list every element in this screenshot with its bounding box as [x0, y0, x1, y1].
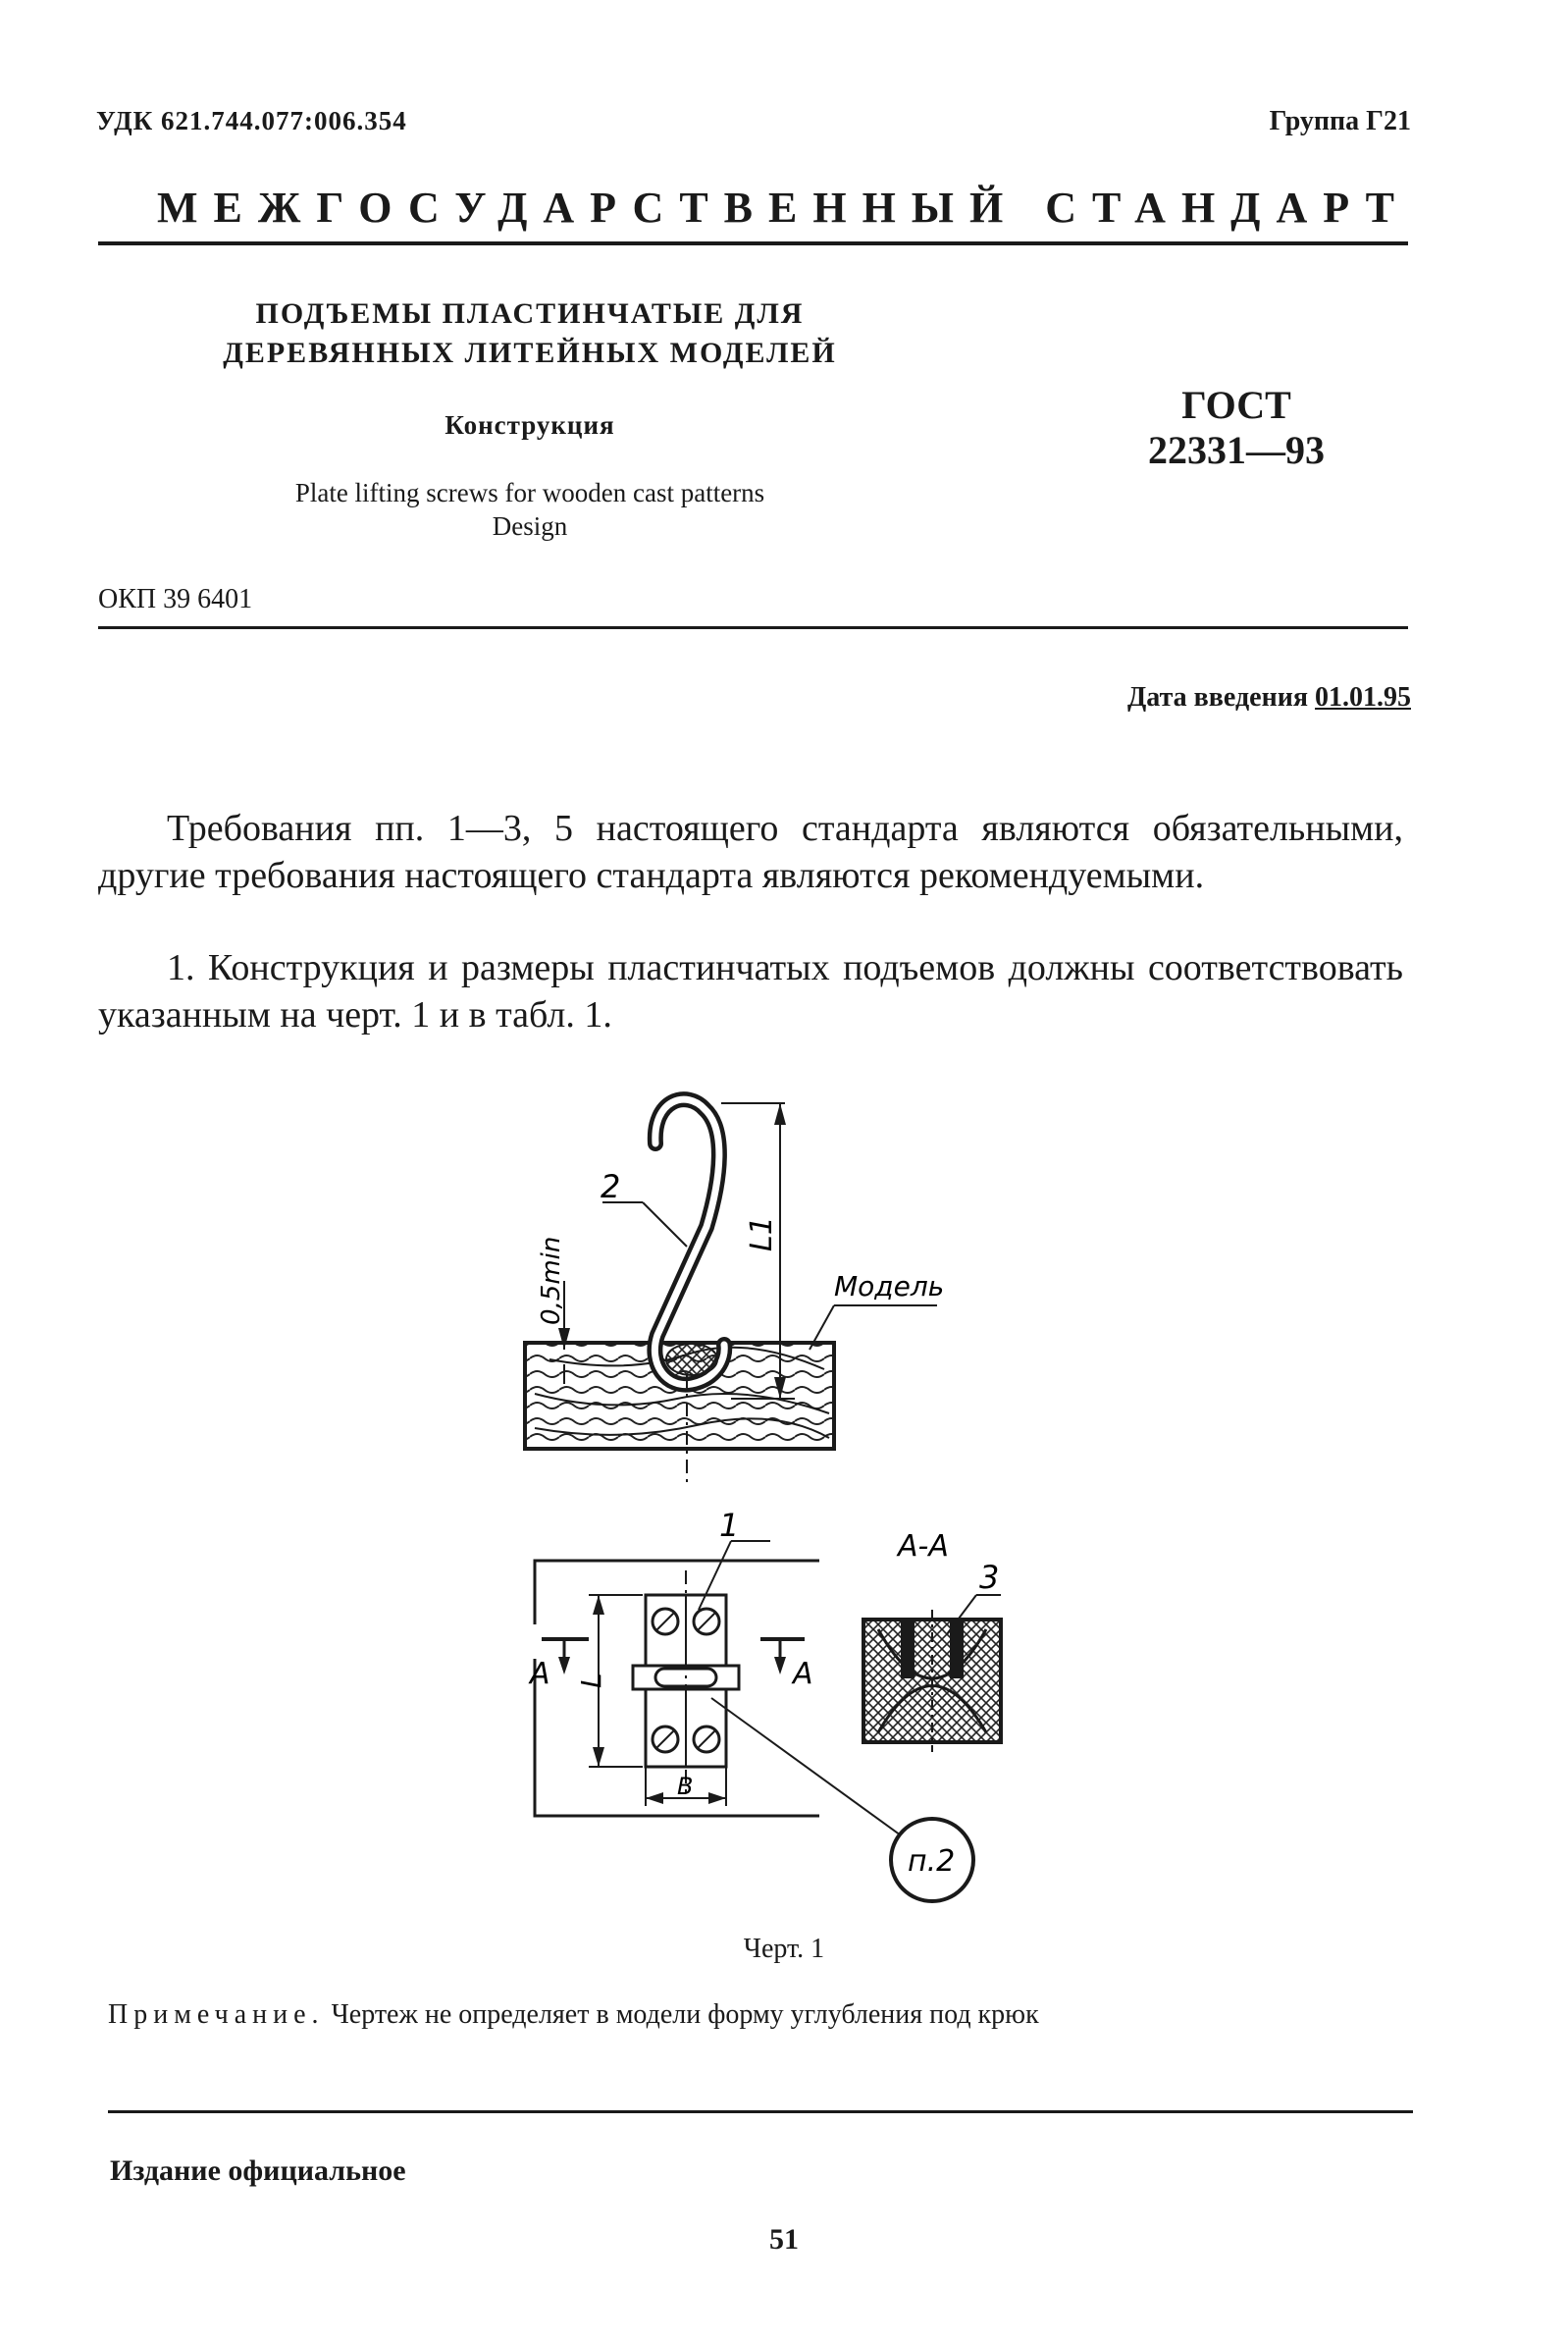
label-section-a-left: А [530, 1657, 550, 1691]
label-part-3: 3 [979, 1559, 1000, 1596]
bottom-rule [108, 2110, 1413, 2113]
label-L: L [575, 1673, 607, 1688]
label-05min: 0,5min [537, 1236, 566, 1325]
title-ru-line1: ПОДЪЕМЫ ПЛАСТИНЧАТЫЕ ДЛЯ [255, 297, 805, 330]
date-label: Дата введения [1127, 682, 1308, 713]
figure-caption: Черт. 1 [743, 1934, 825, 1964]
note-label: Примечание. [108, 1999, 325, 2030]
standard-heading: МЕЖГОСУДАРСТВЕННЫЙ СТАНДАРТ [157, 184, 1410, 232]
group-code: Группа Г21 [1269, 106, 1411, 136]
title-subtitle: Конструкция [444, 410, 615, 440]
label-part-1: 1 [719, 1507, 740, 1544]
label-section-a-right: А [793, 1657, 813, 1691]
requirements-paragraph: Требования пп. 1—3, 5 настоящего стандарта являются обязательными, другие требования настоящего стандарта являются рекомендуемыми. [98, 808, 1403, 896]
figure-note [108, 1997, 1413, 2033]
udk-code: УДК 621.744.077:006.354 [96, 106, 407, 135]
okp-code: ОКП 39 6401 [98, 584, 253, 614]
title-en-line1: Plate lifting screws for wooden cast patterns [294, 478, 765, 507]
date-value: 01.01.95 [1315, 682, 1411, 713]
title-ru-line2: ДЕРЕВЯННЫХ ЛИТЕЙНЫХ МОДЕЛЕЙ [223, 337, 837, 369]
label-B: В [677, 1773, 694, 1800]
label-p2: п.2 [908, 1844, 956, 1879]
edition-label: Издание официальное [110, 2154, 406, 2187]
gost-number: 22331—93 [1148, 428, 1325, 472]
page-number: 51 [769, 2223, 799, 2256]
design-paragraph: 1. Конструкция и размеры пластинчатых подъемов должны соответствовать указанным на черт. 1 и в табл. 1. [98, 947, 1403, 1036]
section-aa [863, 1595, 1001, 1752]
gost-label: ГОСТ [1181, 383, 1291, 427]
label-L1: L1 [745, 1216, 779, 1251]
title-en-line2: Design [492, 511, 568, 541]
note-text: Чертеж не определяет в модели форму углубления под крюк [324, 1999, 1039, 2030]
label-part-2: 2 [601, 1168, 621, 1205]
label-model: Модель [834, 1270, 945, 1302]
label-section-aa: А-А [898, 1529, 949, 1564]
